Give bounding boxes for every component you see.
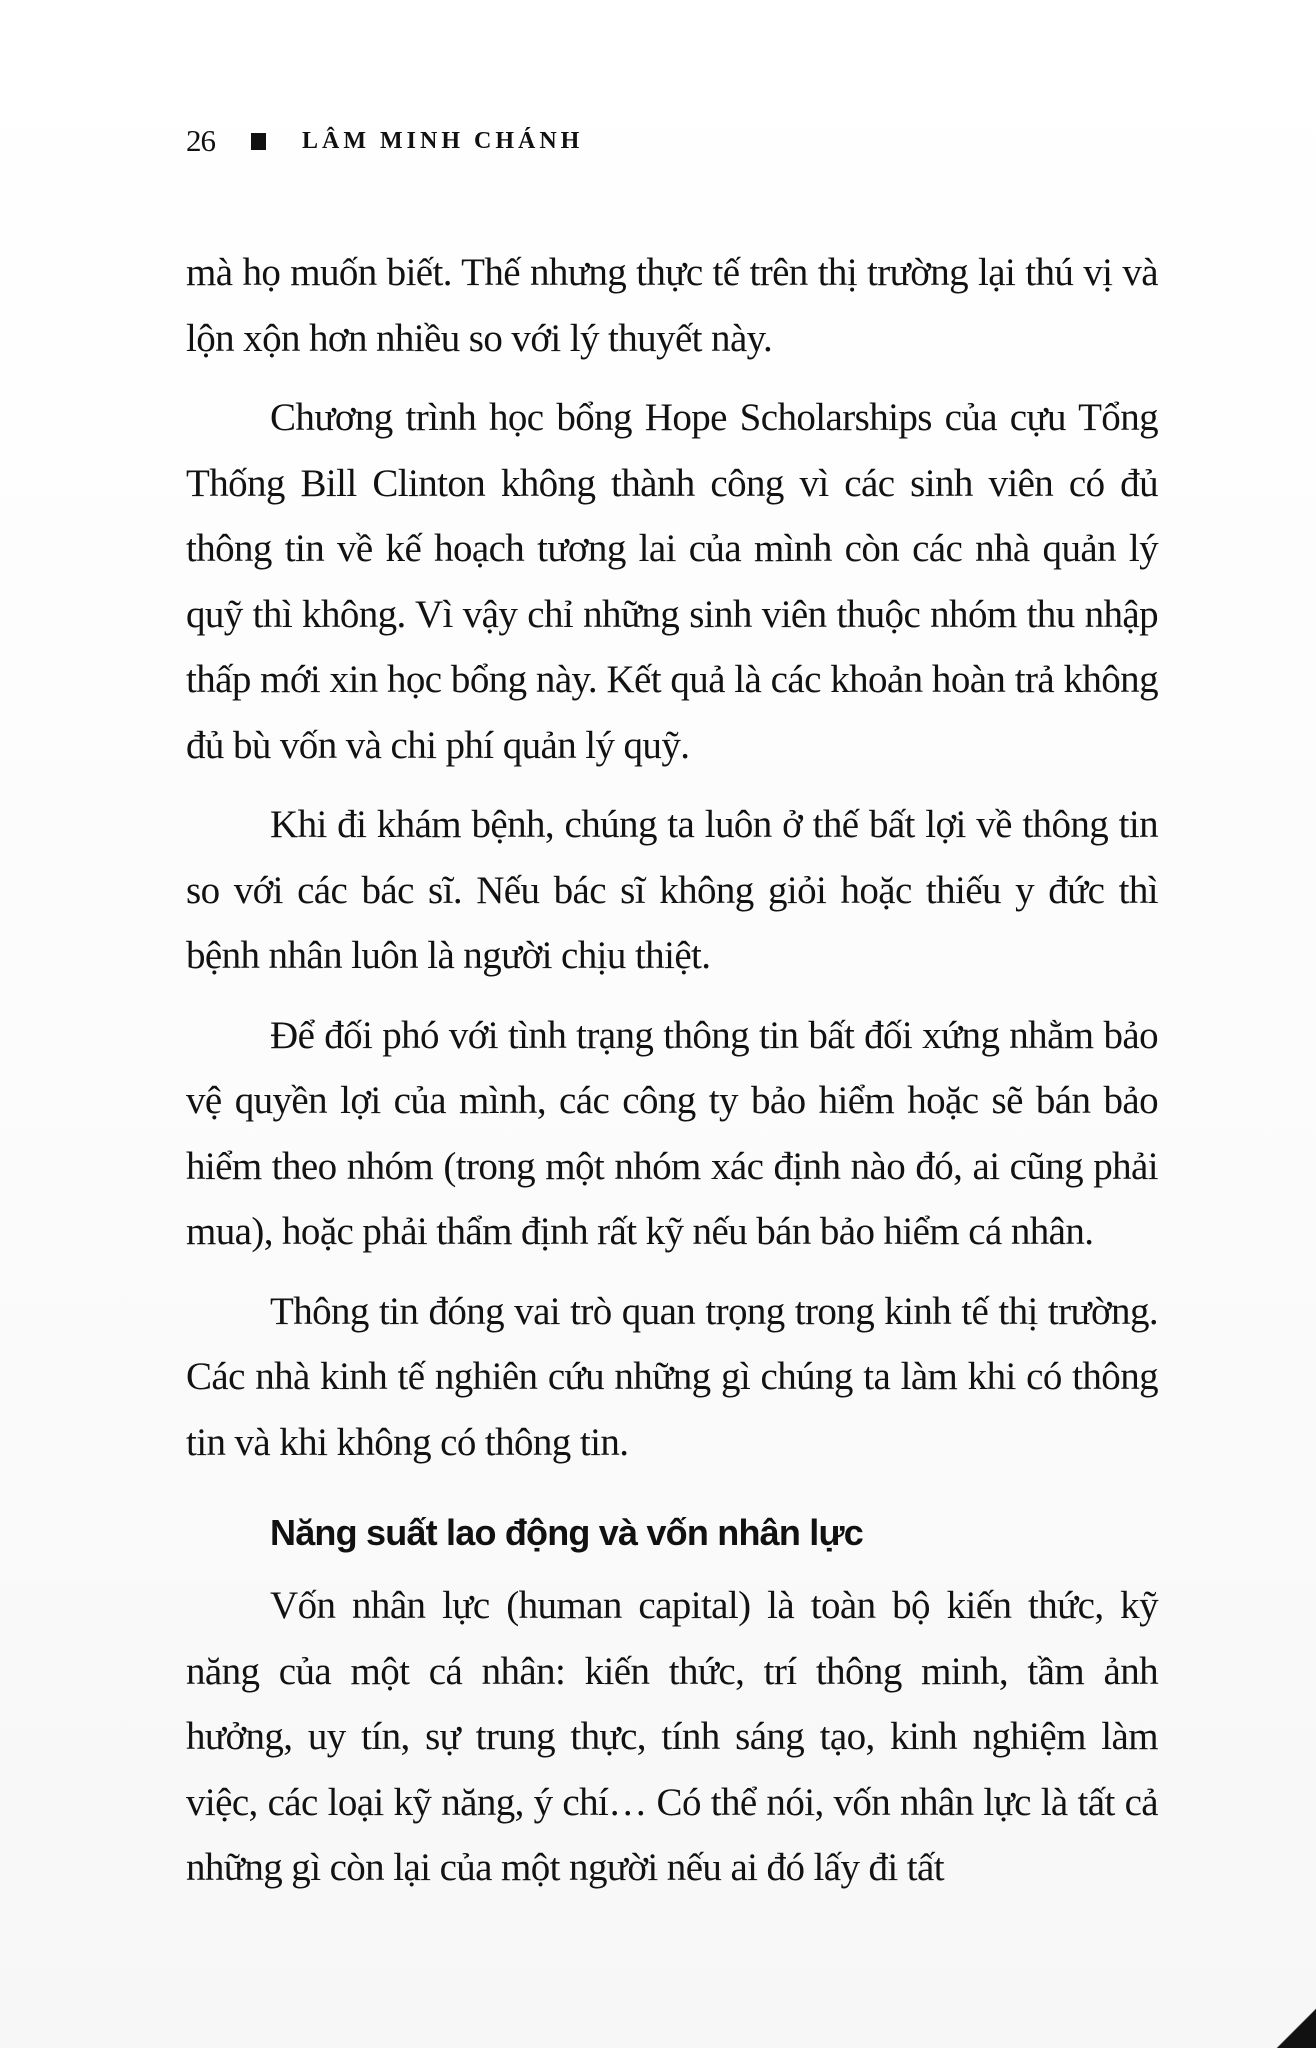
running-header [186,118,583,164]
paragraph-insurance: Để đối phó với tình trạng thông tin bất đối xứng nhằm bảo vệ quyền lợi của mình, các công ty bảo hiểm hoặc sẽ bán bảo hiểm theo nhóm (trong một nhóm xác định nào đó, ai cũng phải mua), hoặc phải thẩm định rất kỹ nếu bán bảo hiểm cá nhân. [186,1013,1158,1253]
paragraph-hope-scholarships: Chương trình học bổng Hope Scholarships của cựu Tổng Thống Bill Clinton không thành công vì các sinh viên có đủ thông tin về kế hoạch tương lai của mình còn các nhà quản lý quỹ thì không. Vì vậy chỉ những sinh viên thuộc nhóm thu nhập thấp mới xin học bổng này. Kết quả là các khoản hoàn trả không đủ bù vốn và chi phí quản lý quỹ. [186,396,1158,767]
paragraph-human-capital: Vốn nhân lực (human capital) là toàn bộ kiến thức, kỹ năng của một cá nhân: kiến thức, trí thông minh, tầm ảnh hưởng, uy tín, sự trung thực, tính sáng tạo, kinh nghiệm làm việc, các loại kỹ năng, ý chí… Có thể nói, vốn nhân lực là tất cả những gì còn lại của một người nếu ai đó lấy đi tất [186,1584,1158,1889]
body-text [186,240,1158,1901]
paragraph-doctor-visit: Khi đi khám bệnh, chúng ta luôn ở thế bất lợi về thông tin so với các bác sĩ. Nếu bác sĩ không giỏi hoặc thiếu y đức thì bệnh nhân luôn là người chịu thiệt. [186,803,1158,977]
paragraph-continuation: mà họ muốn biết. Thế nhưng thực tế trên thị trường lại thú vị và lộn xộn hơn nhiều so với lý thuyết này. [186,251,1158,360]
section-heading: Năng suất lao động và vốn nhân lực [270,1512,863,1553]
paragraph-information-role: Thông tin đóng vai trò quan trọng trong kinh tế thị trường. Các nhà kinh tế nghiên cứu những gì chúng ta làm khi có thông tin và khi không có thông tin. [186,1289,1158,1464]
square-bullet-icon [251,133,266,150]
author-name: LÂM MINH CHÁNH [302,127,584,154]
page-number: 26 [186,123,215,158]
page-corner-shadow [1276,2008,1316,2048]
